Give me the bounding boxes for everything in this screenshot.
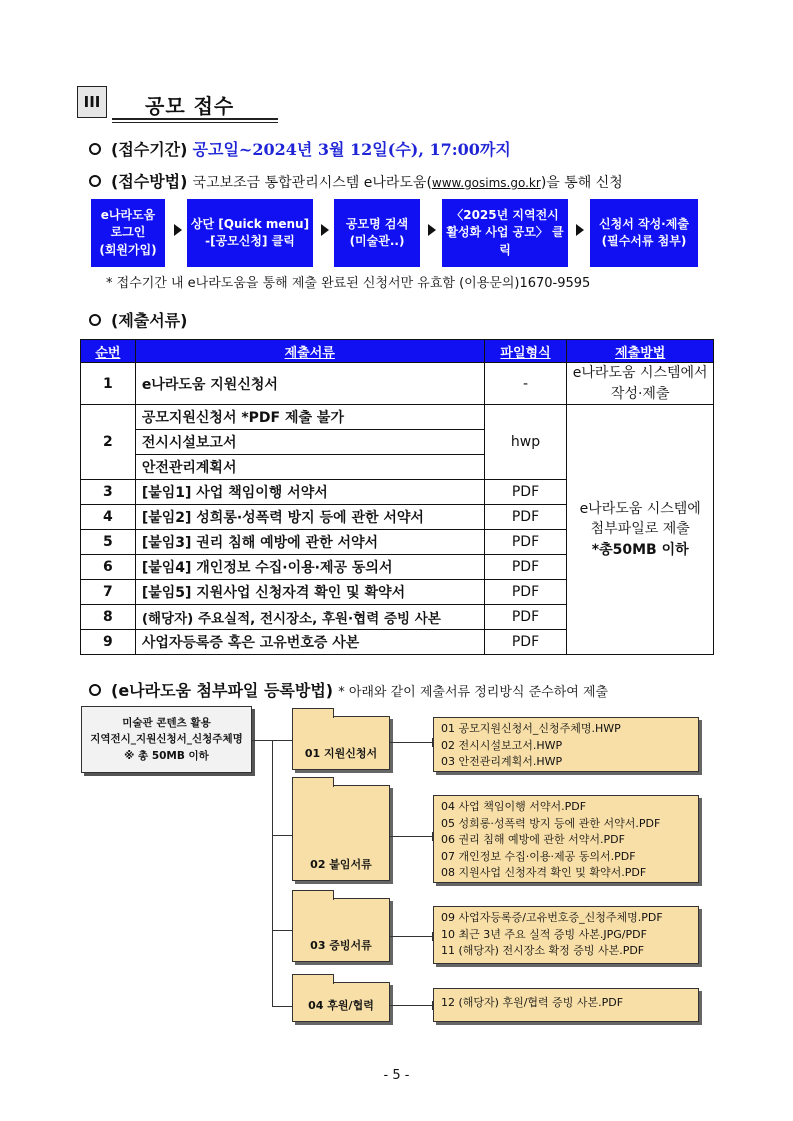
row-doc: e나라도움 지원신청서 — [135, 363, 484, 405]
flow-step-text: (미술관..) — [349, 234, 405, 248]
title-underline-thin — [112, 122, 278, 123]
tree-branch — [272, 740, 292, 741]
attach-method-cell — [567, 405, 714, 655]
row-format: PDF — [484, 555, 567, 580]
row-no: 5 — [81, 530, 136, 555]
file-name: 12 (해당자) 후원/협력 증빙 사본.PDF — [441, 996, 624, 1009]
row-format: PDF — [484, 580, 567, 605]
row-no: 3 — [81, 480, 136, 505]
row-format: PDF — [484, 530, 567, 555]
registration-note: * 아래와 같이 제출서류 정리방식 준수하여 제출 — [338, 685, 609, 700]
flow-step-text: 상단 [Quick menu] — [190, 216, 310, 231]
flow-step-select — [442, 199, 568, 267]
tree-connector — [252, 740, 272, 741]
arrow-right-icon — [174, 224, 182, 236]
row-doc: [붙임2] 성희롱·성폭력 방지 등에 관한 서약서 — [135, 505, 484, 530]
file-name: 10 최근 3년 주요 실적 증빙 사본.JPG/PDF — [441, 927, 647, 941]
row-no: 9 — [81, 630, 136, 655]
size-limit-note: *총50MB 이하 — [591, 541, 689, 558]
tree-branch — [272, 835, 292, 836]
row-no: 7 — [81, 580, 136, 605]
registration-label: (e나라도움 첨부파일 등록방법) — [111, 681, 334, 700]
row-no: 1 — [81, 363, 136, 405]
arrow-right-icon — [576, 224, 584, 236]
circle-bullet-icon — [89, 314, 101, 326]
folder-connector — [390, 1005, 433, 1006]
documents-label: (제출서류) — [111, 311, 188, 330]
row-doc: 사업자등록증 혹은 고유번호증 사본 — [135, 630, 484, 655]
file-name: 01 공모지원신청서_신청주체명.HWP — [441, 722, 621, 735]
header-no: 순번 — [81, 340, 136, 363]
flow-step-text: 로그인 — [110, 225, 146, 240]
folder-name: 04 후원/협력 — [308, 999, 374, 1012]
folder-04 — [292, 982, 390, 1022]
flow-step-text: (회원가입) — [99, 242, 157, 257]
arrow-right-icon — [321, 224, 329, 236]
file-list-04 — [433, 988, 699, 1022]
file-list-03 — [433, 906, 699, 964]
root-text: ※ 총 50MB 이하 — [124, 749, 209, 762]
file-name: 05 성희롱·성폭력 방지 등에 관한 서약서.PDF — [441, 816, 661, 830]
flow-step-text: 활성화 사업 공모〉 클릭 — [446, 225, 564, 257]
section-title: 공모 접수 — [145, 94, 235, 118]
method-line: e나라도움 시스템에서 — [572, 365, 708, 382]
header-method: 제출방법 — [567, 340, 714, 363]
root-folder-box — [81, 706, 252, 773]
section-heading — [77, 86, 277, 124]
period-label: (접수기간) — [111, 140, 188, 159]
method-line: e나라도움 시스템에 — [579, 501, 701, 518]
tree-branch — [272, 930, 292, 931]
period-value: 공고일~2024년 3월 12일(수), 17:00까지 — [192, 140, 511, 159]
table-row — [81, 405, 714, 430]
circle-bullet-icon — [89, 684, 101, 696]
row-doc: [붙임3] 권리 침해 예방에 관한 서약서 — [135, 530, 484, 555]
file-name: 03 안전관리계획서.HWP — [441, 755, 563, 768]
tree-branch — [272, 1006, 292, 1007]
flow-step-text: 〈2025년 지역전시 — [451, 207, 559, 222]
file-list-01 — [433, 717, 699, 772]
title-underline — [112, 118, 278, 120]
row-format: PDF — [484, 605, 567, 630]
folder-connector — [390, 936, 433, 937]
row-format: PDF — [484, 480, 567, 505]
header-format: 파일형식 — [484, 340, 567, 363]
file-name: 06 권리 침해 예방에 관한 서약서.PDF — [441, 833, 625, 846]
flow-step-submit — [590, 199, 698, 267]
page-number: - 5 - — [383, 1068, 410, 1083]
method-text-after: )을 통해 신청 — [540, 175, 623, 191]
row-doc: 공모지원신청서 *PDF 제출 불가 — [135, 405, 484, 430]
row-format: PDF — [484, 505, 567, 530]
folder-icon — [292, 890, 334, 900]
row-doc: 안전관리계획서 — [135, 455, 484, 480]
circle-bullet-icon — [89, 175, 101, 187]
folder-icon — [292, 777, 334, 787]
method-bullet — [89, 169, 623, 192]
folder-02 — [292, 785, 390, 881]
method-label: (접수방법) — [111, 172, 188, 191]
folder-name: 01 지원신청서 — [304, 747, 378, 760]
root-text: 지역전시_지원신청서_신청주체명 — [90, 733, 243, 746]
row-format: hwp — [484, 405, 567, 480]
method-text-before: 국고보조금 통합관리시스템 e나라도움( — [192, 175, 432, 191]
circle-bullet-icon — [89, 143, 101, 155]
table-header-row — [81, 340, 714, 363]
table-row — [81, 363, 714, 405]
folder-connector — [390, 742, 433, 743]
row-no: 4 — [81, 505, 136, 530]
row-format: - — [484, 363, 567, 405]
folder-icon — [292, 708, 334, 718]
folder-name: 03 증빙서류 — [310, 939, 372, 952]
folder-icon — [292, 974, 334, 984]
header-doc: 제출서류 — [135, 340, 484, 363]
file-name: 09 사업자등록증/고유번호증_신청주체명.PDF — [441, 911, 663, 924]
flow-step-text: 신청서 작성·제출 — [599, 216, 689, 231]
period-bullet — [89, 137, 511, 160]
flow-step-login — [91, 199, 165, 267]
row-no: 6 — [81, 555, 136, 580]
file-name: 02 전시시설보고서.HWP — [441, 738, 563, 752]
flow-step-text: -[공모신청] 클릭 — [205, 234, 295, 248]
row-doc: [붙임5] 지원사업 신청자격 확인 및 확약서 — [135, 580, 484, 605]
section-number: III — [77, 86, 107, 118]
documents-table — [80, 339, 714, 655]
documents-bullet — [89, 308, 187, 331]
method-url[interactable]: www.gosims.go.kr — [431, 176, 541, 190]
flow-step-search — [334, 199, 420, 267]
folder-name: 02 붙임서류 — [310, 858, 372, 871]
row-doc: [붙임4] 개인정보 수집·이용·제공 동의서 — [135, 555, 484, 580]
folder-03 — [292, 898, 390, 962]
method-line: 작성·제출 — [610, 385, 670, 402]
row-no: 8 — [81, 605, 136, 630]
row-doc: [붙임1] 사업 책임이행 서약서 — [135, 480, 484, 505]
flow-step-text: (필수서류 첨부) — [601, 234, 687, 248]
tree-trunk — [272, 740, 273, 1007]
flow-step-text: 공모명 검색 — [345, 216, 409, 231]
row-no: 2 — [81, 405, 136, 480]
method-line: 첨부파일로 제출 — [590, 521, 690, 538]
row-doc: 전시시설보고서 — [135, 430, 484, 455]
file-name: 07 개인정보 수집·이용·제공 동의서.PDF — [441, 849, 636, 863]
root-text: 미술관 콘텐츠 활용 — [122, 717, 211, 730]
file-name: 04 사업 책임이행 서약서.PDF — [441, 800, 587, 813]
file-list-02 — [433, 795, 699, 883]
file-name: 11 (해당자) 전시장소 확정 증빙 사본.PDF — [441, 944, 645, 957]
folder-connector — [390, 836, 433, 837]
flow-note: * 접수기간 내 e나라도움을 통해 제출 완료된 신청서만 유효함 (이용문의)1670-9595 — [106, 276, 591, 291]
arrow-right-icon — [428, 224, 436, 236]
row-format: PDF — [484, 630, 567, 655]
flow-step-text: e나라도움 — [100, 207, 156, 222]
folder-01 — [292, 716, 390, 770]
row-doc: (해당자) 주요실적, 전시장소, 후원·협력 증빙 사본 — [135, 605, 484, 630]
row-method — [567, 363, 714, 405]
file-name: 08 지원사업 신청자격 확인 및 확약서.PDF — [441, 866, 647, 879]
flow-step-quick-menu — [187, 199, 313, 267]
registration-bullet — [89, 678, 608, 701]
